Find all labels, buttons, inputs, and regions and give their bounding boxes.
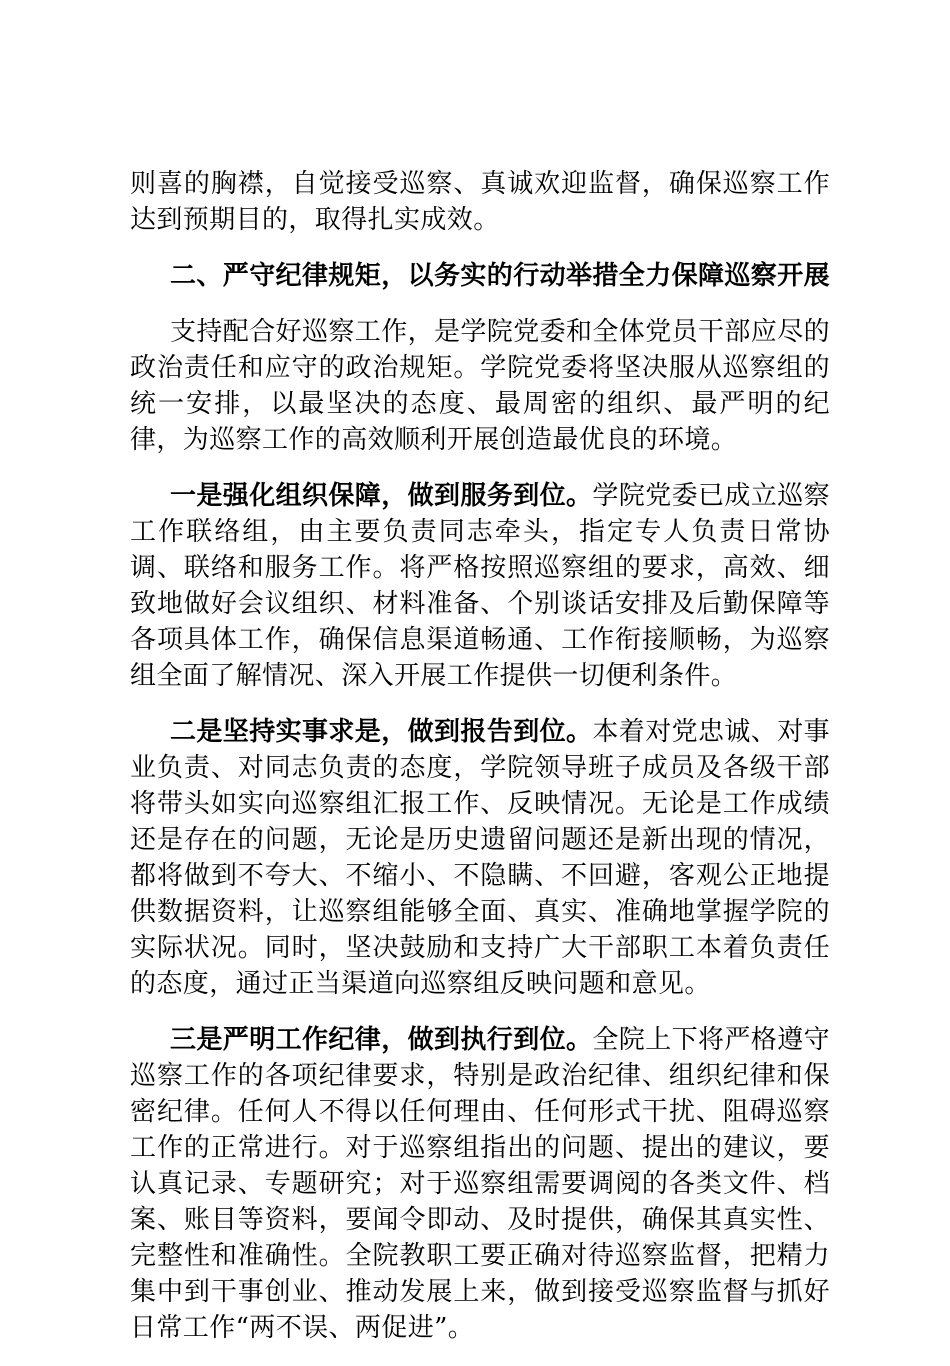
point-body-2: 本着对党忠诚、对事业负责、对同志负责的态度，学院领导班子成员及各级干部将带头如实向巡察组汇报工作、反映情况。无论是工作成绩还是存在的问题，无论是历史遗留问题还是新出现的情况，都将做到不夸大、不缩小、不隐瞒、不回避，客观公正地提供数据资料，让巡察组能够全面、真实、准确地掌握学院的实际状况。同时，坚决鼓励和支持广大干部职工本着负责任的态度，通过正当渠道向巡察组反映问题和意见。 [130,717,831,999]
point-lead-1: 一是强化组织保障，做到服务到位。 [170,481,593,511]
point-body-3: 全院上下将严格遵守巡察工作的各项纪律要求，特别是政治纪律、组织纪律和保密纪律。任何人不得以任何理由、任何形式干扰、阻碍巡察工作的正常进行。对于巡察组指出的问题、提出的建议，要认真记录、专题研究；对于巡察组需要调阅的各类文件、档案、账目等资料，要闻令即动、及时提供，确保其真实性、完整性和准确性。全院教职工要正确对待巡察监督，把精力集中到干事创业、推动发展上来，做到接受巡察监督与抓好日常工作“两不误、两促进”。 [130,1025,831,1343]
point-body-1: 学院党委已成立巡察工作联络组，由主要负责同志牵头，指定专人负责日常协调、联络和服务工作。将严格按照巡察组的要求，高效、细致地做好会议组织、材料准备、个别谈话安排及后勤保障等各项具体工作，确保信息渠道畅通、工作衔接顺畅，为巡察组全面了解情况、深入开展工作提供一切便利条件。 [130,481,831,691]
section-heading: 二、严守纪律规矩，以务实的行动举措全力保障巡察开展 [170,261,831,291]
point-lead-3: 三是严明工作纪律，做到执行到位。 [170,1025,593,1055]
intro-paragraph: 支持配合好巡察工作，是学院党委和全体党员干部应尽的政治责任和应守的政治规矩。学院党委将坚决服从巡察组的统一安排，以最坚决的态度、最周密的组织、最严明的纪律，为巡察工作的高效顺利开展创造最优良的环境。 [130,317,831,455]
point-lead-2: 二是坚持实事求是，做到报告到位。 [170,717,593,747]
point-paragraph-3 [130,1022,830,1346]
document-body [130,166,830,1366]
point-paragraph-1 [130,478,830,694]
point-paragraph-2 [130,714,830,1002]
continuation-paragraph: 则喜的胸襟，自觉接受巡察、真诚欢迎监督，确保巡察工作达到预期目的，取得扎实成效。 [130,169,830,235]
